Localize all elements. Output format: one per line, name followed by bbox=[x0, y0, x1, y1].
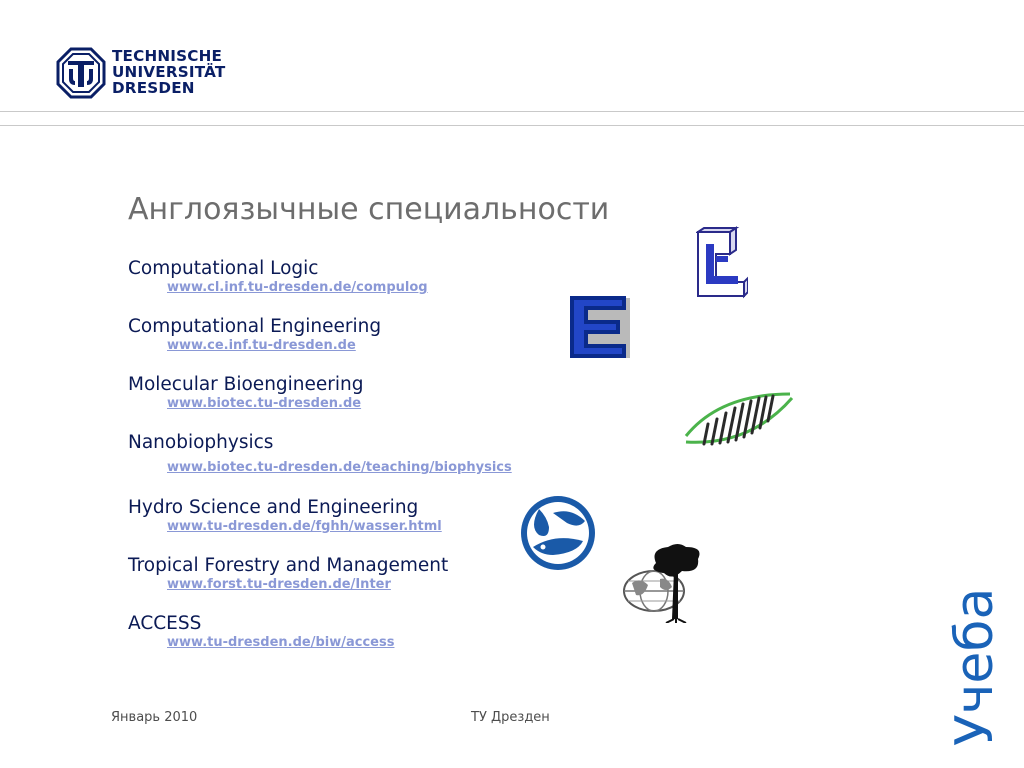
header-divider-bottom bbox=[0, 125, 1024, 126]
forestry-tree-globe-icon bbox=[620, 543, 706, 623]
footer-center-text: ТУ Дрезден bbox=[471, 710, 550, 725]
program-nanobiophysics bbox=[128, 432, 512, 476]
program-name: ACCESS bbox=[128, 613, 202, 634]
program-name: Computational Logic bbox=[128, 258, 319, 279]
program-link[interactable]: www.tu-dresden.de/biw/access bbox=[167, 635, 395, 650]
logo-line-3: DRESDEN bbox=[112, 79, 195, 97]
footer-date: Январь 2010 bbox=[111, 710, 198, 725]
hydro-fish-logo-icon bbox=[519, 493, 597, 573]
logo-line-1: TECHNISCHE bbox=[112, 47, 223, 65]
program-link[interactable]: www.tu-dresden.de/fghh/wasser.html bbox=[167, 519, 442, 534]
program-link[interactable]: www.forst.tu-dresden.de/Inter bbox=[167, 577, 391, 592]
program-name: Computational Engineering bbox=[128, 316, 382, 337]
biotec-logo-icon bbox=[680, 386, 796, 458]
header-divider-top bbox=[0, 111, 1024, 112]
program-computational-engineering bbox=[128, 316, 381, 354]
ce-logo-icon bbox=[568, 294, 632, 364]
program-link[interactable]: www.biotec.tu-dresden.de bbox=[167, 396, 362, 411]
program-hydro-science bbox=[128, 497, 442, 535]
program-molecular-bioengineering bbox=[128, 374, 364, 412]
program-name: Nanobiophysics bbox=[128, 432, 274, 453]
logo-line-2: UNIVERSITÄT bbox=[112, 63, 226, 81]
program-link[interactable]: www.biotec.tu-dresden.de/teaching/biophysics bbox=[167, 460, 512, 475]
cl-logo-icon bbox=[696, 226, 748, 300]
program-link[interactable]: www.ce.inf.tu-dresden.de bbox=[167, 338, 356, 353]
tu-dresden-logo-icon bbox=[56, 47, 106, 99]
page-header bbox=[0, 0, 1024, 112]
logo-wordmark bbox=[112, 48, 225, 96]
program-computational-logic bbox=[128, 258, 428, 296]
side-section-label: Учеба bbox=[945, 587, 1005, 746]
program-tropical-forestry bbox=[128, 555, 448, 593]
tu-dresden-logo[interactable] bbox=[56, 47, 226, 99]
program-name: Hydro Science and Engineering bbox=[128, 497, 419, 518]
program-name: Molecular Bioengineering bbox=[128, 374, 364, 395]
program-link[interactable]: www.cl.inf.tu-dresden.de/compulog bbox=[167, 280, 428, 295]
program-name: Tropical Forestry and Management bbox=[128, 555, 449, 576]
program-access bbox=[128, 613, 394, 651]
page-title: Англоязычные специальности bbox=[128, 192, 610, 227]
